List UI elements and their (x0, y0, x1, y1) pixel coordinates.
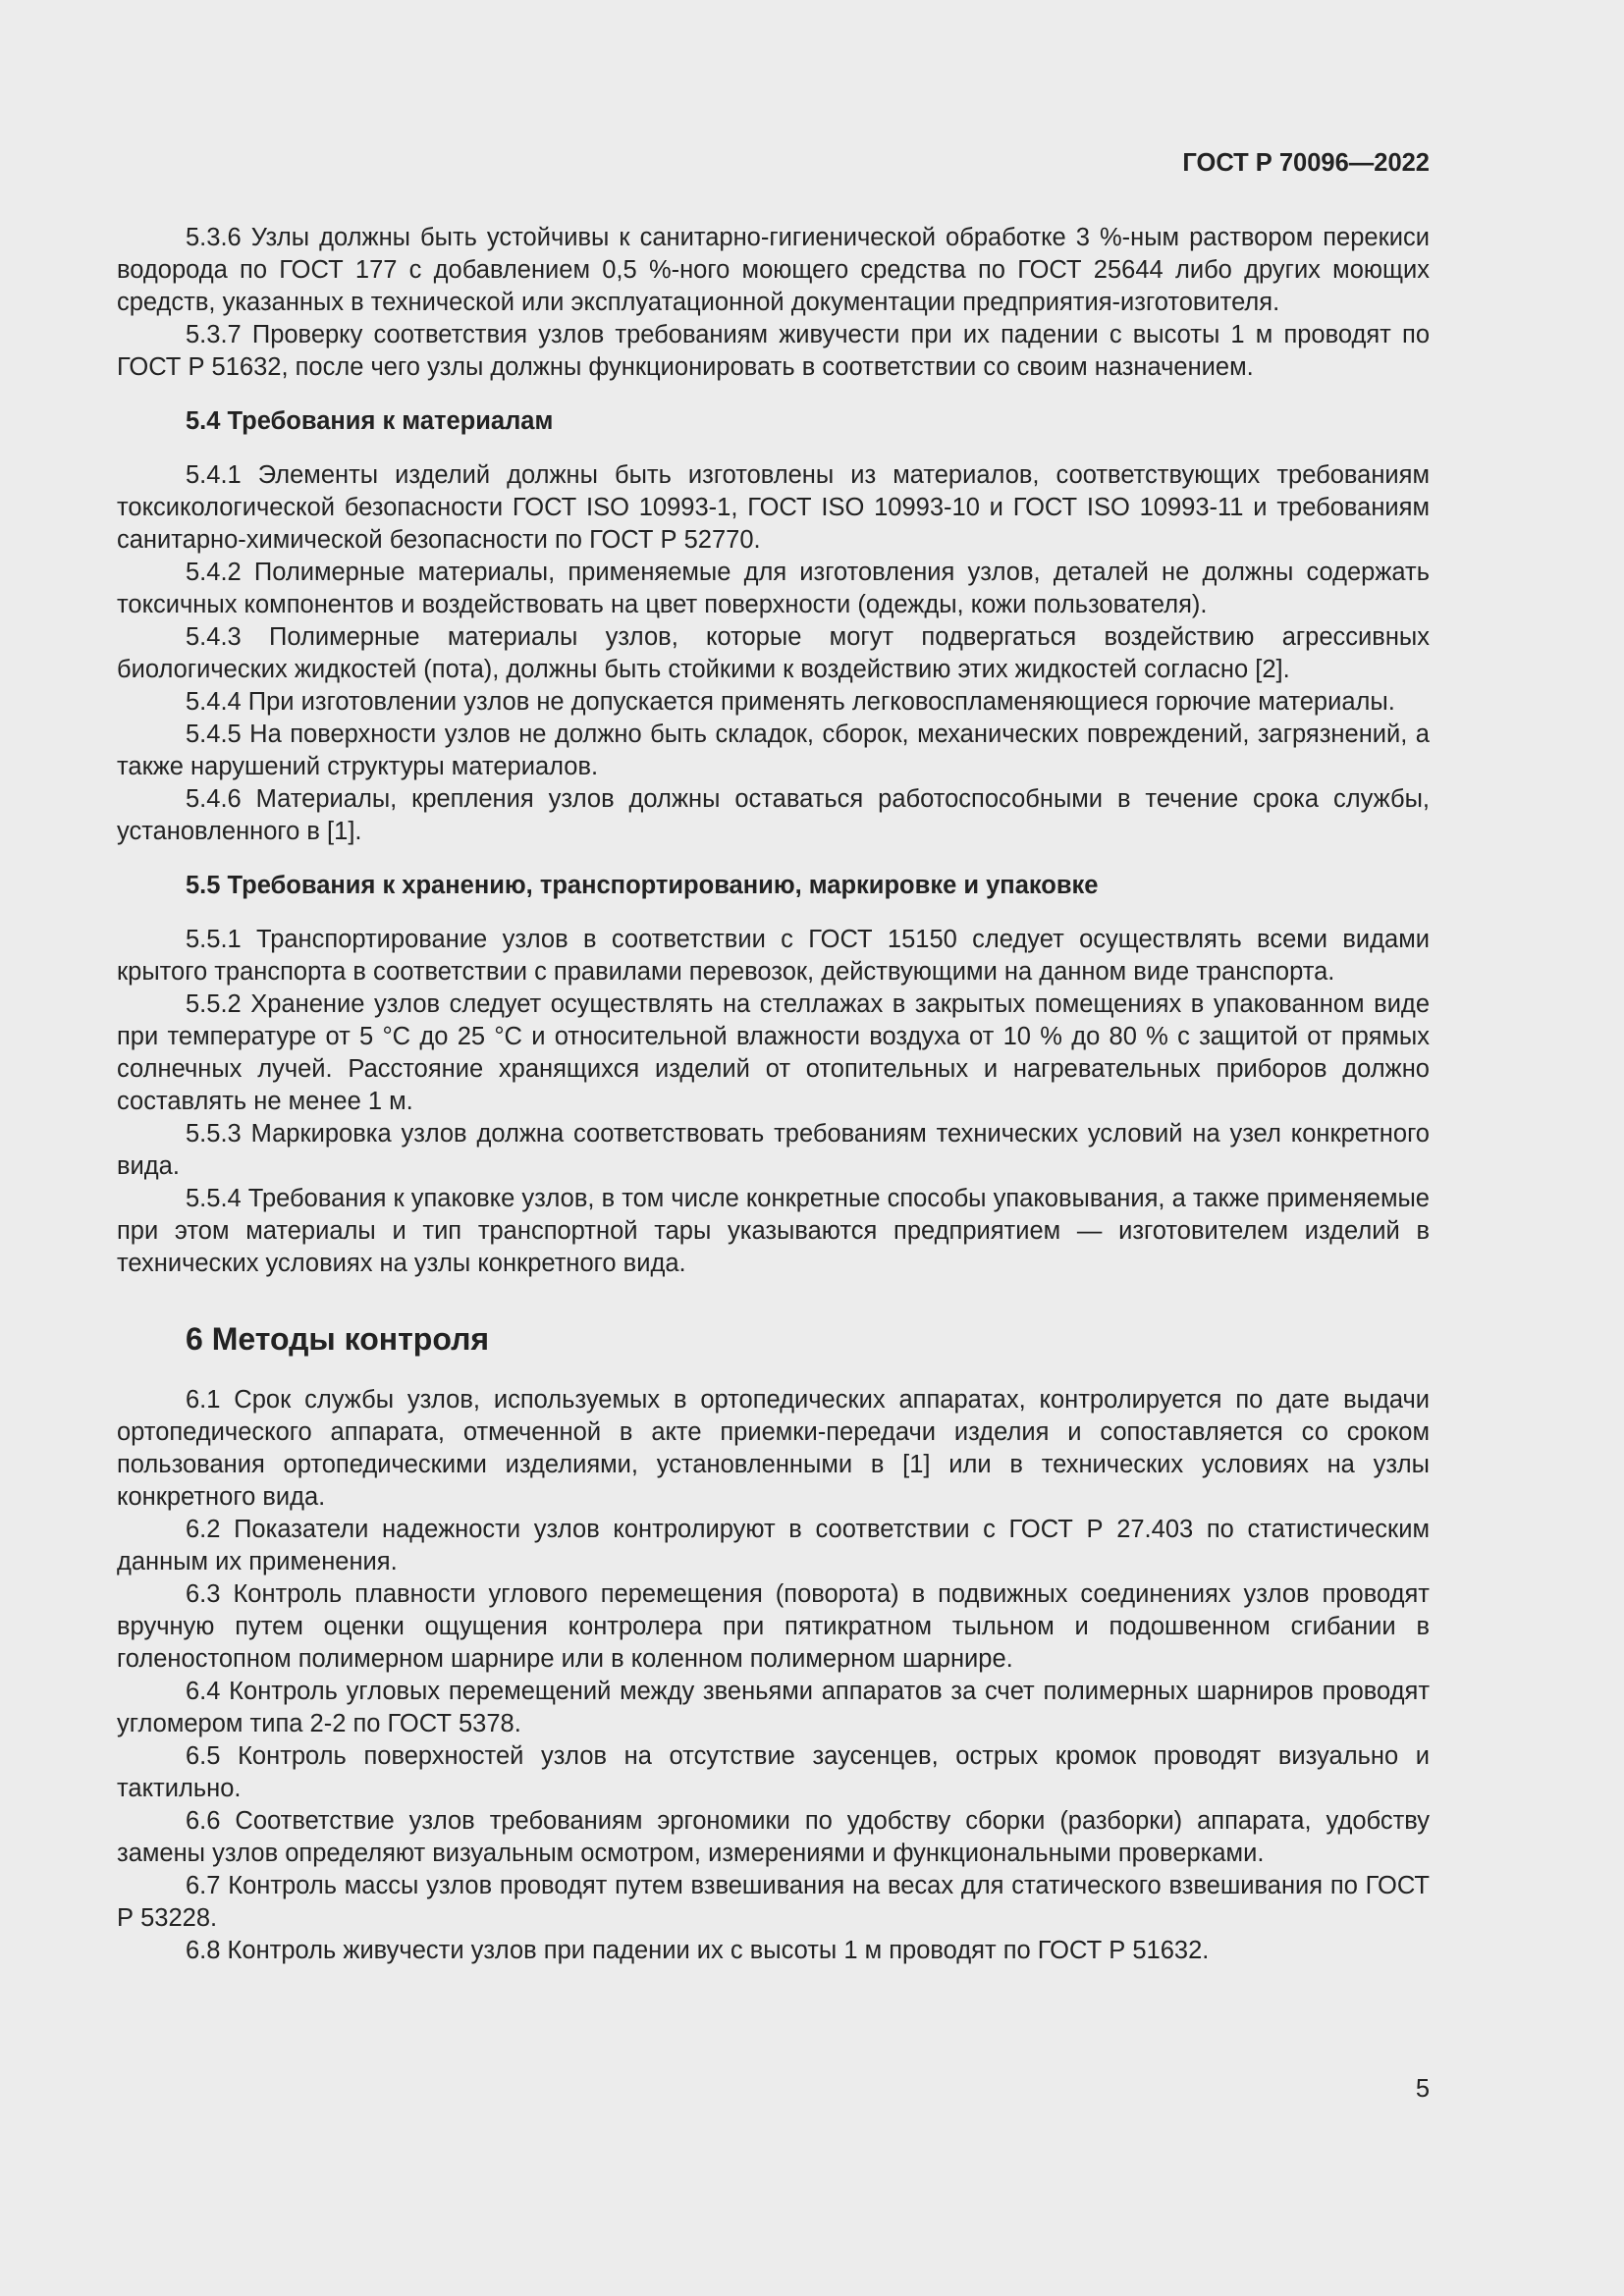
paragraph-5-4-3: 5.4.3 Полимерные материалы узлов, которые могут подвергаться воздействию агрессивных биологических жидкостей (пота), должны быть стойкими к воздействию этих жидкостей согласно [2]. (117, 623, 1430, 683)
subsection-heading-5-4: 5.4 Требования к материалам (186, 407, 554, 435)
paragraph-6-7: 6.7 Контроль массы узлов проводят путем взвешивания на весах для статического взвешивания по ГОСТ Р 53228. (117, 1872, 1430, 1932)
paragraph-5-4-1: 5.4.1 Элементы изделий должны быть изготовлены из материалов, соответствующих требованиям токсикологической безопасности ГОСТ ISO 10993-1, ГОСТ ISO 10993-10 и ГОСТ ISO 10993-11 и требованиям санитарно-химической безопасности по ГОСТ Р 52770. (117, 461, 1430, 554)
document-code: ГОСТ Р 70096—2022 (1182, 149, 1430, 177)
paragraph-6-4: 6.4 Контроль угловых перемещений между звеньями аппаратов за счет полимерных шарниров проводят угломером типа 2-2 по ГОСТ 5378. (117, 1678, 1430, 1737)
page-number: 5 (1415, 2075, 1430, 2103)
paragraph-6-6: 6.6 Соответствие узлов требованиям эргономики по удобству сборки (разборки) аппарата, удобству замены узлов определяют визуальным осмотром, измерениями и функциональными проверками. (117, 1807, 1430, 1867)
paragraph-6-1: 6.1 Срок службы узлов, используемых в ортопедических аппаратах, контролируется по дате выдачи ортопедического аппарата, отмеченной в акте приемки-передачи изделия и сопоставляется со сроком пользования ортопедическими изделиями, установленными в [1] или в технических условиях на узлы конкретного вида. (117, 1386, 1430, 1511)
paragraph-5-4-6: 5.4.6 Материалы, крепления узлов должны оставаться работоспособными в течение срока службы, установленного в [1]. (117, 785, 1430, 845)
paragraph-6-3: 6.3 Контроль плавности углового перемещения (поворота) в подвижных соединениях узлов проводят вручную путем оценки ощущения контролера при пятикратном тыльном и подошвенном сгибании в голеностопном полимерном шарнире или в коленном полимерном шарнире. (117, 1580, 1430, 1673)
paragraph-5-5-1: 5.5.1 Транспортирование узлов в соответствии с ГОСТ 15150 следует осуществлять всеми видами крытого транспорта в соответствии с правилами перевозок, действующими на данном виде транспорта. (117, 926, 1430, 986)
paragraph-5-3-6: 5.3.6 Узлы должны быть устойчивы к санитарно-гигиенической обработке 3 %-ным раствором перекиси водорода по ГОСТ 177 с добавлением 0,5 %-ного моющего средства по ГОСТ 25644 либо других моющих средств, указанных в технической или эксплуатационной документации предприятия-изготовителя. (117, 224, 1430, 316)
paragraph-6-8: 6.8 Контроль живучести узлов при падении их с высоты 1 м проводят по ГОСТ Р 51632. (186, 1937, 1210, 1964)
paragraph-5-4-2: 5.4.2 Полимерные материалы, применяемые для изготовления узлов, деталей не должны содержать токсичных компонентов и воздействовать на цвет поверхности (одежды, кожи пользователя). (117, 559, 1430, 618)
paragraph-5-4-5: 5.4.5 На поверхности узлов не должно быть складок, сборок, механических повреждений, загрязнений, а также нарушений структуры материалов. (117, 721, 1430, 780)
paragraph-5-5-4: 5.5.4 Требования к упаковке узлов, в том числе конкретные способы упаковывания, а также применяемые при этом материалы и тип транспортной тары указываются предприятием — изготовителем изделий в технических условиях на узлы конкретного вида. (117, 1185, 1430, 1277)
paragraph-6-2: 6.2 Показатели надежности узлов контролируют в соответствии с ГОСТ Р 27.403 по статистическим данным их применения. (117, 1516, 1430, 1575)
paragraph-6-5: 6.5 Контроль поверхностей узлов на отсутствие заусенцев, острых кромок проводят визуально и тактильно. (117, 1742, 1430, 1802)
subsection-heading-5-5: 5.5 Требования к хранению, транспортированию, маркировке и упаковке (186, 872, 1099, 899)
section-heading-6: 6 Методы контроля (186, 1321, 490, 1357)
paragraph-5-3-7: 5.3.7 Проверку соответствия узлов требованиям живучести при их падении с высоты 1 м проводят по ГОСТ Р 51632, после чего узлы должны функционировать в соответствии со своим назначением. (117, 321, 1430, 381)
paragraph-5-5-2: 5.5.2 Хранение узлов следует осуществлять на стеллажах в закрытых помещениях в упакованном виде при температуре от 5 °С до 25 °С и относительной влажности воздуха от 10 % до 80 % с защитой от прямых солнечных лучей. Расстояние хранящихся изделий от отопительных и нагревательных приборов должно составлять не менее 1 м. (117, 990, 1430, 1115)
paragraph-5-5-3: 5.5.3 Маркировка узлов должна соответствовать требованиям технических условий на узел конкретного вида. (117, 1120, 1430, 1180)
paragraph-5-4-4: 5.4.4 При изготовлении узлов не допускается применять легковоспламеняющиеся горючие материалы. (186, 688, 1395, 716)
